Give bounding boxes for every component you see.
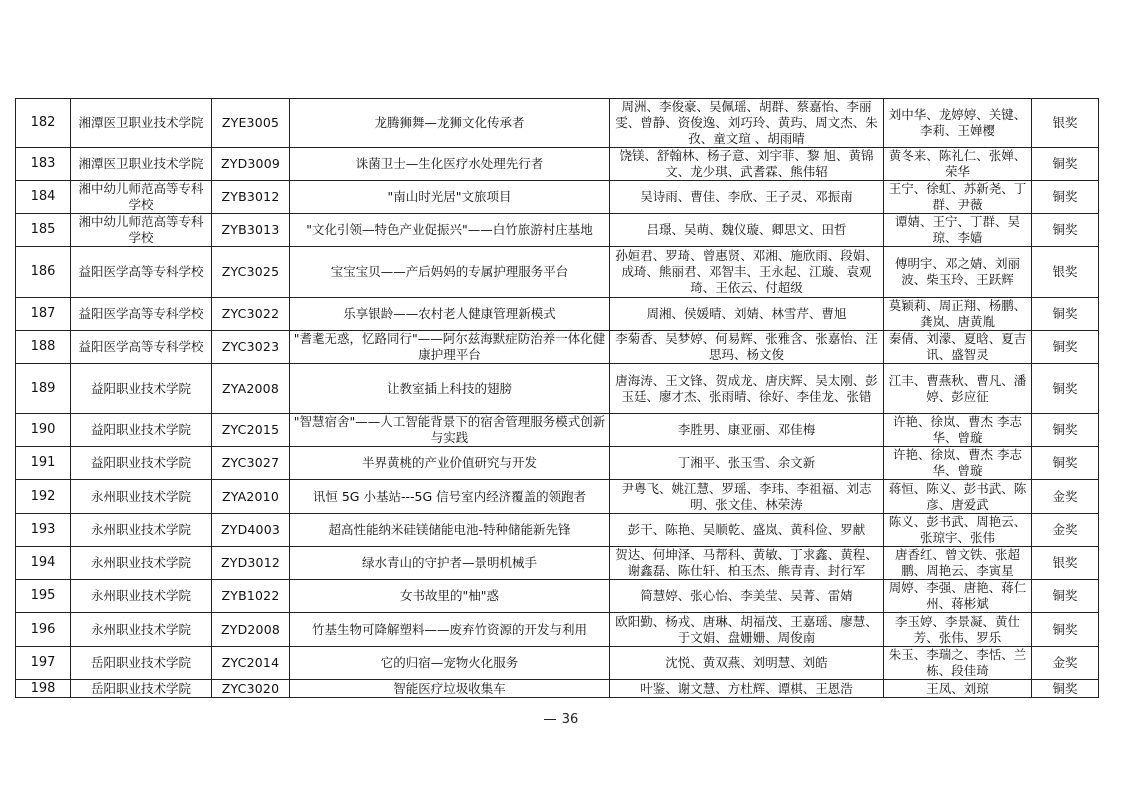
project-name: 女书故里的"柚"惑 — [290, 580, 610, 613]
table-row — [16, 547, 1099, 580]
school-name: 永州职业技术学院 — [71, 580, 212, 613]
award-level: 铜奖 — [1032, 298, 1099, 331]
row-number: 185 — [16, 214, 71, 247]
school-name: 湘潭医卫职业技术学院 — [71, 148, 212, 181]
award-level: 铜奖 — [1032, 148, 1099, 181]
row-number: 187 — [16, 298, 71, 331]
advisors: 刘中华、龙婷婷、关键、李莉、王婵樱 — [884, 99, 1032, 148]
award-level: 铜奖 — [1032, 181, 1099, 214]
project-name: 龙腾狮舞—龙狮文化传承者 — [290, 99, 610, 148]
school-name: 湘潭医卫职业技术学院 — [71, 99, 212, 148]
table-row — [16, 480, 1099, 514]
project-name: "智慧宿舍"——人工智能背景下的宿舍管理服务模式创新与实践 — [290, 414, 610, 447]
row-number: 194 — [16, 547, 71, 580]
table-row — [16, 99, 1099, 148]
award-level: 金奖 — [1032, 514, 1099, 547]
row-number: 188 — [16, 331, 71, 364]
school-name: 湘中幼儿师范高等专科学校 — [71, 181, 212, 214]
project-code: ZYB3013 — [212, 214, 290, 247]
advisors: 黄冬来、陈礼仁、张婵、荣华 — [884, 148, 1032, 181]
advisors: 陈义、彭书武、周艳云、张琼宇、张伟 — [884, 514, 1032, 547]
table-row — [16, 181, 1099, 214]
advisors: 朱玉、李瑞之、李恬、兰栋、段佳琦 — [884, 647, 1032, 680]
table-row — [16, 331, 1099, 364]
table-row — [16, 613, 1099, 647]
row-number: 189 — [16, 364, 71, 414]
project-name: 半界黄桃的产业价值研究与开发 — [290, 447, 610, 480]
advisors: 蒋恒、陈义、彭书武、陈彦、唐爱武 — [884, 480, 1032, 514]
table-row — [16, 414, 1099, 447]
advisors: 唐香红、曾文铁、张超鹏、周艳云、李寅星 — [884, 547, 1032, 580]
table-row — [16, 514, 1099, 547]
advisors: 王凤、刘琼 — [884, 680, 1032, 698]
team-members: 叶鉴、谢文慧、方杜辉、谭棋、王恩浩 — [610, 680, 884, 698]
table-row — [16, 647, 1099, 680]
table-row — [16, 214, 1099, 247]
page-footer — [0, 712, 1122, 727]
advisors: 谭婧、王宁、丁群、吴琼、李嫱 — [884, 214, 1032, 247]
team-members: 周洲、李俊豪、吴佩瑶、胡群、蔡嘉怡、李丽雯、曾静、资俊逸、刘巧玲、黄玙、周文杰、朱孜、童文瑄 、胡雨晴 — [610, 99, 884, 148]
project-code: ZYC3020 — [212, 680, 290, 698]
school-name: 永州职业技术学院 — [71, 547, 212, 580]
school-name: 益阳职业技术学院 — [71, 447, 212, 480]
advisors: 王宁、徐虹、苏新尧、丁群、尹薇 — [884, 181, 1032, 214]
project-code: ZYB3012 — [212, 181, 290, 214]
row-number: 196 — [16, 613, 71, 647]
row-number: 182 — [16, 99, 71, 148]
team-members: 李菊香、吴梦婷、何易辉、张雅含、张嘉怡、汪思玛、杨文俊 — [610, 331, 884, 364]
team-members: 沈悦、黄双燕、刘明慧、刘皓 — [610, 647, 884, 680]
school-name: 益阳医学高等专科学校 — [71, 298, 212, 331]
team-members: 周湘、侯媛晴、刘婧、林雪芹、曹旭 — [610, 298, 884, 331]
project-code: ZYC3027 — [212, 447, 290, 480]
team-members: 贺达、何坤泽、马帮科、黄敏、丁求鑫、黄程、谢鑫磊、陈仕轩、柏玉杰、熊青青、封行军 — [610, 547, 884, 580]
table-row — [16, 680, 1099, 698]
award-level: 铜奖 — [1032, 580, 1099, 613]
project-name: 超高性能纳米硅镁储能电池-特种储能新先锋 — [290, 514, 610, 547]
project-name: 讯恒 5G 小基站---5G 信号室内经济覆盖的领跑者 — [290, 480, 610, 514]
award-level: 铜奖 — [1032, 331, 1099, 364]
school-name: 益阳职业技术学院 — [71, 364, 212, 414]
advisors: 许艳、徐岚、曹杰 李志华、曾璇 — [884, 447, 1032, 480]
project-code: ZYA2010 — [212, 480, 290, 514]
page-number: 36 — [561, 712, 579, 727]
row-number: 197 — [16, 647, 71, 680]
project-name: 它的归宿—宠物火化服务 — [290, 647, 610, 680]
school-name: 岳阳职业技术学院 — [71, 680, 212, 698]
advisors: 李玉婷、李景凝、黄仕芳、张伟、罗乐 — [884, 613, 1032, 647]
row-number: 195 — [16, 580, 71, 613]
advisors: 秦倩、刘濛、夏晗、夏吉讯、盛智灵 — [884, 331, 1032, 364]
row-number: 184 — [16, 181, 71, 214]
project-name: 竹基生物可降解塑料——废弃竹资源的开发与利用 — [290, 613, 610, 647]
advisors: 江丰、曹燕秋、曹凡、潘婷、彭应征 — [884, 364, 1032, 414]
row-number: 198 — [16, 680, 71, 698]
advisors: 傅明宇、邓之婧、刘丽波、柴玉玲、王跃辉 — [884, 247, 1032, 298]
project-code: ZYD3012 — [212, 547, 290, 580]
school-name: 永州职业技术学院 — [71, 613, 212, 647]
table-row — [16, 247, 1099, 298]
table-row — [16, 447, 1099, 480]
row-number: 192 — [16, 480, 71, 514]
award-level: 铜奖 — [1032, 214, 1099, 247]
project-name: 让教室插上科技的翅膀 — [290, 364, 610, 414]
team-members: 吴诗雨、曹佳、李欣、王子灵、邓振南 — [610, 181, 884, 214]
awards-table-body — [16, 99, 1099, 698]
awards-table — [15, 98, 1099, 698]
project-code: ZYA2008 — [212, 364, 290, 414]
team-members: 饶镁、舒翰林、杨子意、刘宇菲、黎 旭、黄锦文、龙少琪、武耆霖、熊伟轺 — [610, 148, 884, 181]
advisors: 莫颖莉、周正翔、杨鹏、龚岚、唐黄胤 — [884, 298, 1032, 331]
project-name: 智能医疗垃圾收集车 — [290, 680, 610, 698]
award-level: 银奖 — [1032, 547, 1099, 580]
row-number: 186 — [16, 247, 71, 298]
team-members: 彭干、陈艳、吴顺乾、盛岚、黄科俭、罗献 — [610, 514, 884, 547]
table-row — [16, 364, 1099, 414]
project-name: 乐享银龄——农村老人健康管理新模式 — [290, 298, 610, 331]
project-code: ZYE3005 — [212, 99, 290, 148]
school-name: 永州职业技术学院 — [71, 480, 212, 514]
school-name: 益阳医学高等专科学校 — [71, 247, 212, 298]
project-name: 诛菌卫士—生化医疗水处理先行者 — [290, 148, 610, 181]
team-members: 欧阳勤、杨戎、唐琳、胡福茂、王嘉瑶、廖慧、于文娟、盘姗姗、周俊南 — [610, 613, 884, 647]
project-code: ZYC2014 — [212, 647, 290, 680]
award-level: 铜奖 — [1032, 414, 1099, 447]
team-members: 丁湘平、张玉雪、余文新 — [610, 447, 884, 480]
project-code: ZYC3022 — [212, 298, 290, 331]
team-members: 李胜男、康亚丽、邓佳梅 — [610, 414, 884, 447]
award-level: 银奖 — [1032, 247, 1099, 298]
school-name: 益阳职业技术学院 — [71, 414, 212, 447]
project-name: "南山时光居"文旅项目 — [290, 181, 610, 214]
table-row — [16, 148, 1099, 181]
school-name: 益阳医学高等专科学校 — [71, 331, 212, 364]
advisors: 许艳、徐岚、曹杰 李志华、曾璇 — [884, 414, 1032, 447]
project-name: 宝宝宝贝——产后妈妈的专属护理服务平台 — [290, 247, 610, 298]
award-level: 铜奖 — [1032, 680, 1099, 698]
project-code: ZYD4003 — [212, 514, 290, 547]
row-number: 191 — [16, 447, 71, 480]
team-members: 简慧婷、张心怡、李美莹、吴菁、雷婧 — [610, 580, 884, 613]
project-name: 绿水青山的守护者—景明机械手 — [290, 547, 610, 580]
award-level: 金奖 — [1032, 480, 1099, 514]
row-number: 193 — [16, 514, 71, 547]
award-level: 银奖 — [1032, 99, 1099, 148]
table-row — [16, 298, 1099, 331]
team-members: 唐海涛、王文锋、贺成龙、唐庆辉、吴太刚、彭玉廷、廖才杰、张雨晴、徐好、李佳龙、张错 — [610, 364, 884, 414]
project-name: "文化引领—特色产业促振兴"——白竹旅游村庄基地 — [290, 214, 610, 247]
school-name: 湘中幼儿师范高等专科学校 — [71, 214, 212, 247]
project-code: ZYD2008 — [212, 613, 290, 647]
team-members: 孙姮君、罗琦、曾惠贤、邓湘、施欣雨、段娟、成琦、熊丽君、邓智丰、王永起、江璇、袁观琦、王依云、付超级 — [610, 247, 884, 298]
award-level: 铜奖 — [1032, 613, 1099, 647]
row-number: 190 — [16, 414, 71, 447]
advisors: 周婷、李强、唐艳、蒋仁州、蒋彬斌 — [884, 580, 1032, 613]
project-code: ZYC3025 — [212, 247, 290, 298]
project-code: ZYC3023 — [212, 331, 290, 364]
award-level: 金奖 — [1032, 647, 1099, 680]
project-code: ZYB1022 — [212, 580, 290, 613]
table-row — [16, 580, 1099, 613]
project-code: ZYD3009 — [212, 148, 290, 181]
award-level: 铜奖 — [1032, 447, 1099, 480]
school-name: 永州职业技术学院 — [71, 514, 212, 547]
project-name: "耆耄无惑，忆路同行"——阿尔兹海默症防治养一体化健康护理平台 — [290, 331, 610, 364]
team-members: 吕璟、吴萌、魏仪璇、卿思文、田哲 — [610, 214, 884, 247]
team-members: 尹粤飞、姚江慧、罗瑶、李玮、李祖福、刘志明、张文佳、林荣涛 — [610, 480, 884, 514]
project-code: ZYC2015 — [212, 414, 290, 447]
row-number: 183 — [16, 148, 71, 181]
school-name: 岳阳职业技术学院 — [71, 647, 212, 680]
award-level: 铜奖 — [1032, 364, 1099, 414]
footer-dash — [544, 719, 556, 720]
